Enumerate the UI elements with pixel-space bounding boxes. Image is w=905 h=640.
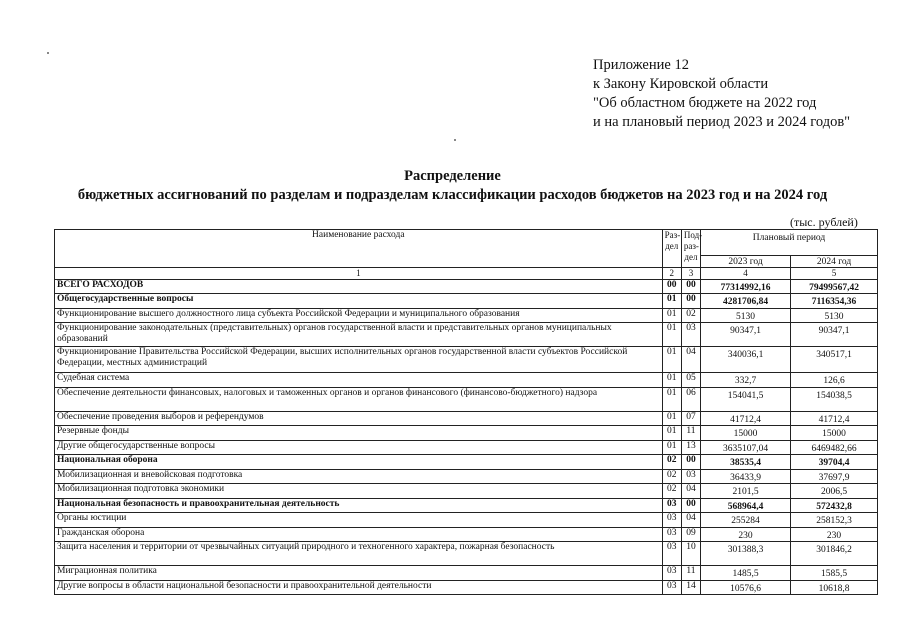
scan-speck	[47, 52, 49, 54]
row-value-2023: 255284	[701, 513, 791, 528]
row-value-2024: 90347,1	[791, 323, 878, 347]
table-row	[55, 308, 878, 323]
row-name: Гражданская оборона	[55, 527, 663, 542]
row-value-2024: 572432,8	[791, 498, 878, 513]
row-razdel: 02	[662, 455, 681, 470]
row-value-2023: 10576,6	[701, 580, 791, 595]
row-value-2023: 230	[701, 527, 791, 542]
row-razdel: 01	[662, 294, 681, 309]
row-name: Мобилизационная и вневойсковая подготовка	[55, 469, 663, 484]
row-value-2023: 3635107,04	[701, 440, 791, 455]
row-name: Функционирование законодательных (представительных) органов государственной власти и представительных органов муниципальных образований	[55, 323, 663, 347]
row-value-2023: 36433,9	[701, 469, 791, 484]
row-podrazdel: 03	[681, 323, 700, 347]
col-number-1: 1	[55, 268, 663, 280]
row-podrazdel: 11	[681, 566, 700, 581]
row-value-2023: 77314992,16	[701, 279, 791, 294]
col-number-2: 2	[662, 268, 681, 280]
row-podrazdel: 11	[681, 426, 700, 441]
row-value-2023: 332,7	[701, 373, 791, 388]
row-razdel: 01	[662, 411, 681, 426]
row-name: Миграционная политика	[55, 566, 663, 581]
annex-line: к Закону Кировской области	[593, 76, 769, 92]
table-row	[55, 440, 878, 455]
row-value-2024: 2006,5	[791, 484, 878, 499]
table-row	[55, 373, 878, 388]
row-podrazdel: 02	[681, 308, 700, 323]
row-name: Другие вопросы в области национальной безопасности и правоохранительной деятельности	[55, 580, 663, 595]
row-name: Национальная оборона	[55, 455, 663, 470]
row-podrazdel: 04	[681, 513, 700, 528]
row-value-2024: 10618,8	[791, 580, 878, 595]
row-value-2024: 230	[791, 527, 878, 542]
row-podrazdel: 00	[681, 455, 700, 470]
row-razdel: 01	[662, 426, 681, 441]
row-name: Функционирование высшего должностного лица субъекта Российской Федерации и муниципального образования	[55, 308, 663, 323]
table-row	[55, 580, 878, 595]
annex-line: "Об областном бюджете на 2022 год	[593, 95, 817, 111]
row-value-2024: 154038,5	[791, 387, 878, 411]
row-value-2023: 301388,3	[701, 542, 791, 566]
table-row	[55, 387, 878, 411]
row-value-2024: 1585,5	[791, 566, 878, 581]
row-razdel: 01	[662, 347, 681, 373]
col-number-3: 3	[681, 268, 700, 280]
row-name: Резервные фонды	[55, 426, 663, 441]
row-podrazdel: 10	[681, 542, 700, 566]
budget-table	[54, 229, 878, 595]
row-value-2024: 301846,2	[791, 542, 878, 566]
col-number-5: 5	[791, 268, 878, 280]
row-value-2024: 39704,4	[791, 455, 878, 470]
table-row	[55, 455, 878, 470]
header-razdel: Раз-дел	[662, 230, 681, 268]
row-name: Национальная безопасность и правоохранительная деятельность	[55, 498, 663, 513]
row-value-2024: 37697,9	[791, 469, 878, 484]
row-podrazdel: 00	[681, 279, 700, 294]
header-name: Наименование расхода	[55, 230, 663, 268]
row-value-2023: 2101,5	[701, 484, 791, 499]
row-razdel: 03	[662, 498, 681, 513]
table-row	[55, 469, 878, 484]
table-row	[55, 498, 878, 513]
row-value-2024: 258152,3	[791, 513, 878, 528]
annex-line: Приложение 12	[593, 57, 689, 73]
row-value-2023: 15000	[701, 426, 791, 441]
row-value-2023: 340036,1	[701, 347, 791, 373]
row-podrazdel: 05	[681, 373, 700, 388]
row-name: Мобилизационная подготовка экономики	[55, 484, 663, 499]
row-value-2024: 5130	[791, 308, 878, 323]
row-podrazdel: 09	[681, 527, 700, 542]
row-podrazdel: 04	[681, 347, 700, 373]
header-year-2024: 2024 год	[791, 256, 878, 268]
row-name: Обеспечение проведения выборов и референдумов	[55, 411, 663, 426]
row-razdel: 01	[662, 440, 681, 455]
row-value-2023: 38535,4	[701, 455, 791, 470]
row-podrazdel: 14	[681, 580, 700, 595]
row-podrazdel: 06	[681, 387, 700, 411]
row-razdel: 02	[662, 484, 681, 499]
row-value-2023: 154041,5	[701, 387, 791, 411]
row-razdel: 03	[662, 542, 681, 566]
header-year-2023: 2023 год	[701, 256, 791, 268]
row-podrazdel: 13	[681, 440, 700, 455]
row-value-2024: 79499567,42	[791, 279, 878, 294]
row-razdel: 00	[662, 279, 681, 294]
table-row	[55, 527, 878, 542]
row-value-2023: 4281706,84	[701, 294, 791, 309]
header-podrazdel: Под-раз-дел	[681, 230, 700, 268]
row-value-2024: 7116354,36	[791, 294, 878, 309]
row-value-2023: 568964,4	[701, 498, 791, 513]
table-row	[55, 513, 878, 528]
row-value-2024: 41712,4	[791, 411, 878, 426]
row-value-2023: 1485,5	[701, 566, 791, 581]
annex-line: и на плановый период 2023 и 2024 годов"	[593, 114, 851, 130]
row-name: Защита населения и территории от чрезвычайных ситуаций природного и техногенного характера, пожарная безопасность	[55, 542, 663, 566]
table-row	[55, 426, 878, 441]
row-value-2024: 15000	[791, 426, 878, 441]
row-name: Функционирование Правительства Российской Федерации, высших исполнительных органов государственной власти субъектов Российской Федерации, местных администраций	[55, 347, 663, 373]
table-row	[55, 542, 878, 566]
row-razdel: 03	[662, 580, 681, 595]
document-title: Распределение	[404, 168, 501, 184]
col-number-4: 4	[701, 268, 791, 280]
row-razdel: 03	[662, 527, 681, 542]
row-podrazdel: 00	[681, 498, 700, 513]
row-name: Органы юстиции	[55, 513, 663, 528]
table-row	[55, 323, 878, 347]
table-row	[55, 279, 878, 294]
scan-speck	[454, 139, 456, 141]
row-razdel: 03	[662, 566, 681, 581]
table-row	[55, 294, 878, 309]
units-label: (тыс. рублей)	[790, 215, 858, 229]
annex-block	[593, 56, 850, 132]
row-value-2024: 126,6	[791, 373, 878, 388]
row-name: Общегосударственные вопросы	[55, 294, 663, 309]
row-value-2023: 90347,1	[701, 323, 791, 347]
row-name: Другие общегосударственные вопросы	[55, 440, 663, 455]
row-podrazdel: 07	[681, 411, 700, 426]
row-podrazdel: 04	[681, 484, 700, 499]
row-razdel: 01	[662, 373, 681, 388]
header-plan-period: Плановый период	[701, 230, 878, 256]
table-row	[55, 566, 878, 581]
document-subtitle: бюджетных ассигнований по разделам и подразделам классификации расходов бюджетов на 2023 год и на 2024 год	[77, 187, 828, 203]
row-razdel: 01	[662, 308, 681, 323]
row-podrazdel: 03	[681, 469, 700, 484]
row-razdel: 02	[662, 469, 681, 484]
row-podrazdel: 00	[681, 294, 700, 309]
table-row	[55, 347, 878, 373]
row-value-2024: 6469482,66	[791, 440, 878, 455]
row-name: ВСЕГО РАСХОДОВ	[55, 279, 663, 294]
row-value-2023: 41712,4	[701, 411, 791, 426]
row-name: Судебная система	[55, 373, 663, 388]
row-name: Обеспечение деятельности финансовых, налоговых и таможенных органов и органов финансового (финансово-бюджетного) надзора	[55, 387, 663, 411]
table-row	[55, 411, 878, 426]
table-row	[55, 484, 878, 499]
row-value-2023: 5130	[701, 308, 791, 323]
row-razdel: 03	[662, 513, 681, 528]
row-value-2024: 340517,1	[791, 347, 878, 373]
row-razdel: 01	[662, 387, 681, 411]
row-razdel: 01	[662, 323, 681, 347]
